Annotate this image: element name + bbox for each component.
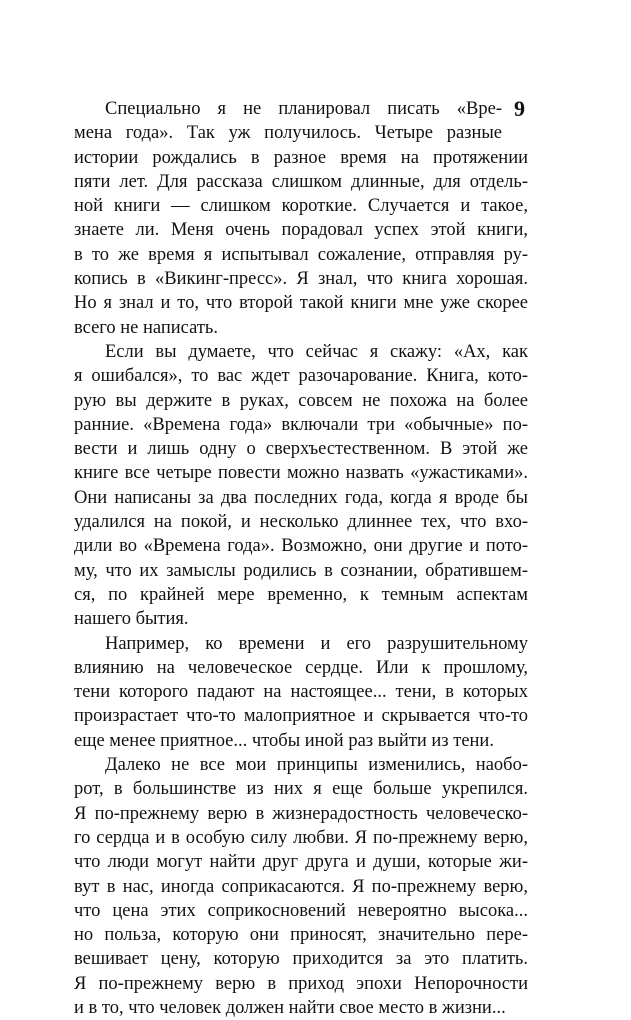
text-line: знаете ли. Меня очень порадовал успех этой книги, [74, 220, 528, 241]
text-line: книге все четыре повести можно назвать «ужастиками». [74, 463, 528, 484]
text-line: в то же время я испытывал сожаление, отправляя ру- [74, 244, 528, 265]
text-line: Например, ко времени и его разрушительному [105, 633, 528, 654]
text-line: Они написаны за два последних года, когда я вроде бы [74, 487, 528, 508]
text-line: му, что их замыслы родились в сознании, обратившем- [74, 560, 528, 581]
text-line: дили во «Времена года». Возможно, они другие и пото- [74, 536, 528, 557]
text-line: еще менее приятное... чтобы иной раз выйти из тени. [74, 730, 494, 751]
text-line: мена года». Так уж получилось. Четыре разные [74, 123, 502, 144]
text-line: Я по-прежнему верю в жизнерадостность человеческо- [74, 803, 528, 824]
text-line: я ошибался», то вас ждет разочарование. Книга, кото- [74, 366, 528, 387]
paragraph [74, 340, 528, 632]
page-number: 9 [514, 96, 525, 121]
text-line: го сердца и в особую силу любви. Я по-прежнему верю, [74, 827, 528, 848]
text-line: копись в «Викинг-пресс». Я знал, что книга хорошая. [74, 269, 528, 290]
text-line: удалился на покой, и несколько длиннее тех, что вхо- [74, 512, 528, 533]
text-line: вести и лишь одну о сверхъестественном. В этой же [74, 439, 528, 460]
text-line: всего не написать. [74, 317, 218, 338]
text-line: произрастает что-то малоприятное и скрывается что-то [74, 706, 528, 727]
paragraph [74, 97, 528, 340]
text-line: истории рождались в разное время на протяжении [74, 147, 528, 168]
text-line: Если вы думаете, что сейчас я скажу: «Ах, как [105, 341, 528, 362]
text-line: рую вы держите в руках, совсем не похожа на более [74, 390, 528, 411]
text-line: что цена этих соприкосновений невероятно высока... [74, 900, 528, 921]
paragraph [74, 632, 528, 753]
text-line: ной книги — слишком короткие. Случается и такое, [74, 196, 528, 217]
text-column [74, 97, 528, 1020]
text-line: вешивает цену, которую приходится за это платить. [74, 949, 528, 970]
text-line: влиянию на человеческое сердце. Или к прошлому, [74, 657, 528, 678]
text-line: но польза, которую они приносят, значительно пере- [74, 925, 528, 946]
paragraph [74, 753, 528, 1020]
text-line: Но я знал и то, что второй такой книги мне уже скорее [74, 293, 528, 314]
text-line: ранние. «Времена года» включали три «обычные» по- [74, 414, 528, 435]
text-line: что люди могут найти друг друга и души, которые жи- [74, 852, 528, 873]
text-line: Специально я не планировал писать «Вре- [105, 99, 502, 119]
text-line: тени которого падают на настоящее... тени, в которых [74, 682, 528, 703]
text-line: и в то, что человек должен найти свое место в жизни... [74, 997, 506, 1018]
text-line: Я по-прежнему верю в приход эпохи Непорочности [74, 973, 528, 994]
text-line: ся, по крайней мере временно, к темным аспектам [74, 584, 528, 605]
text-line: рот, в большинстве из них я еще больше укрепился. [74, 779, 528, 800]
text-line: вут в нас, иногда соприкасаются. Я по-прежнему верю, [74, 876, 528, 897]
text-line: пяти лет. Для рассказа слишком длинные, для отдель- [74, 171, 528, 192]
text-line: Далеко не все мои принципы изменились, наобо- [105, 755, 528, 776]
text-line: нашего бытия. [74, 609, 189, 630]
